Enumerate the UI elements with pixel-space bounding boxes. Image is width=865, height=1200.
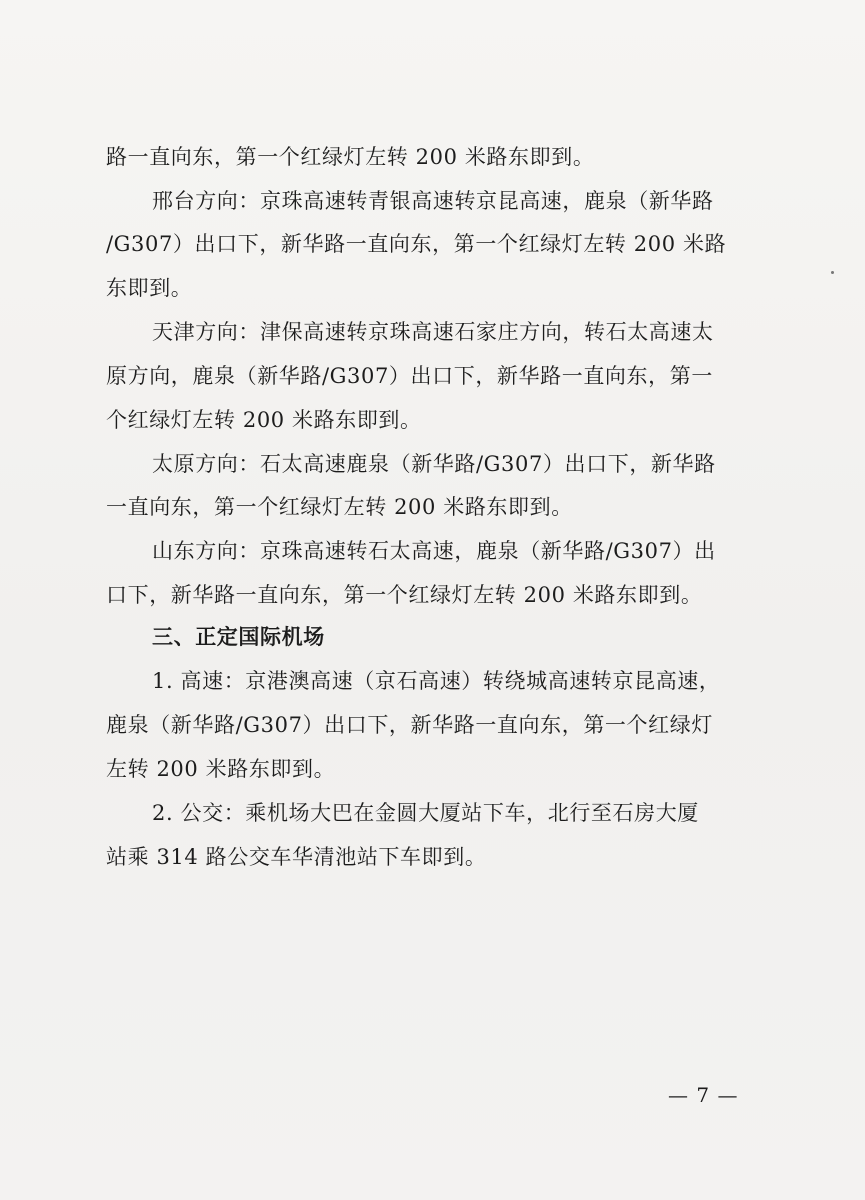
text-line: 1. 高速：京港澳高速（京石高速）转绕城高速转京昆高速， [152, 669, 721, 693]
text-line: 天津方向：津保高速转京珠高速石家庄方向，转石太高速太 [152, 320, 714, 344]
speck [831, 271, 834, 274]
text-line: 个红绿灯左转 200 米路东即到。 [106, 408, 422, 432]
text-line: 原方向，鹿泉（新华路/G307）出口下，新华路一直向东，第一 [106, 364, 713, 388]
text-line: 站乘 314 路公交车华清池站下车即到。 [106, 845, 487, 869]
text-line: 山东方向：京珠高速转石太高速，鹿泉（新华路/G307）出 [152, 539, 716, 563]
page-number: — 7 — [668, 1083, 739, 1107]
section-heading: 三、正定国际机场 [152, 625, 325, 649]
text-line: 一直向东，第一个红绿灯左转 200 米路东即到。 [106, 495, 573, 519]
text-line: 太原方向：石太高速鹿泉（新华路/G307）出口下，新华路 [152, 452, 716, 476]
text-line: 2. 公交：乘机场大巴在金圆大厦站下车，北行至石房大厦 [152, 801, 699, 825]
text-line: 左转 200 米路东即到。 [106, 757, 336, 781]
text-line: 路一直向东，第一个红绿灯左转 200 米路东即到。 [106, 145, 595, 169]
text-line: 口下，新华路一直向东，第一个红绿灯左转 200 米路东即到。 [106, 583, 703, 607]
text-line: 邢台方向：京珠高速转青银高速转京昆高速，鹿泉（新华路 [152, 189, 714, 213]
text-line: 鹿泉（新华路/G307）出口下，新华路一直向东，第一个红绿灯 [106, 713, 713, 737]
text-line: 东即到。 [106, 276, 193, 300]
text-line: /G307）出口下，新华路一直向东，第一个红绿灯左转 200 米路 [106, 232, 727, 256]
